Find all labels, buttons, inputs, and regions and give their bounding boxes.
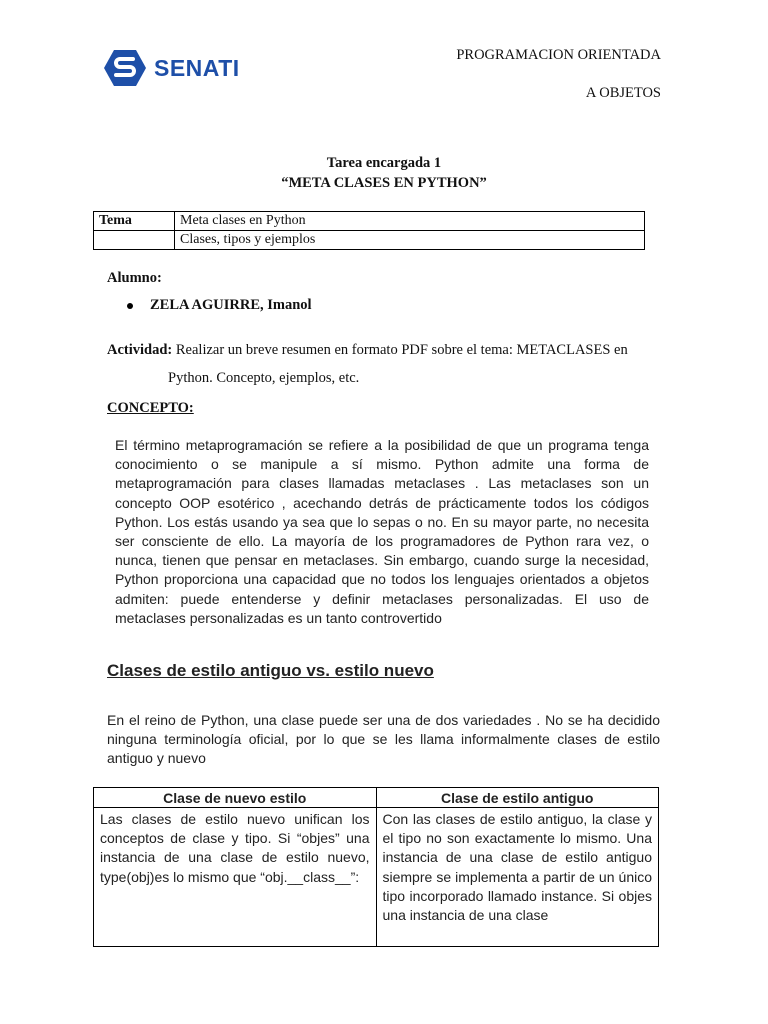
senati-emblem-icon <box>104 49 146 87</box>
assignment-title <box>0 153 768 193</box>
bullet-icon <box>127 303 133 309</box>
student-list-item <box>127 297 312 314</box>
new-style-text: Las clases de estilo nuevo unifican los conceptos de clase y tipo. Si “objes” una instancia de una clase de estilo nuevo, type(obj)es lo mismo que “obj.__class__”: <box>100 811 370 885</box>
old-style-cell <box>376 808 659 947</box>
course-line-2: A OBJETOS <box>585 85 661 101</box>
topic-value-1: Meta clases en Python <box>175 212 645 231</box>
table-row <box>94 212 645 231</box>
new-style-header: Clase de nuevo estilo <box>94 788 377 808</box>
old-style-header: Clase de estilo antiguo <box>376 788 659 808</box>
section-heading: Clases de estilo antiguo vs. estilo nuevo <box>107 661 434 680</box>
concept-heading: CONCEPTO: <box>107 400 194 416</box>
comparison-table <box>93 787 659 947</box>
table-row <box>94 231 645 250</box>
activity-block <box>107 336 662 392</box>
assignment-title-line-1: Tarea encargada 1 <box>326 155 442 171</box>
topic-label: Tema <box>94 212 175 231</box>
old-style-text: Con las clases de estilo antiguo, la clase y el tipo no son exactamente lo mismo. Una instancia de una clase de estilo antiguo siempre se implementa a partir de un único tipo incorporado llamado instance. Si objes una instancia de una clase <box>382 811 652 924</box>
concept-paragraph: El término metaprogramación se refiere a la posibilidad de que un programa tenga conocimiento o se manipule a sí mismo. Python admite una forma de metaprogramación para clases llamadas metaclases . Las metaclases son un concepto OOP esotérico , acechando detrás de prácticamente todos los códigos Python. Los estás usando ya sea que lo sepas o no. En su mayor parte, no necesita ser consciente de ello. La mayoría de los programadores de Python rara vez, o nunca, tienen que pensar en metaclases. Sin embargo, cuando surge la necesidad, Python proporciona una capacidad que no todos los lenguajes orientados a objetos admiten: puede entenderse y definir metaclases personalizadas. El uso de metaclases personalizadas es un tanto controvertido <box>115 437 649 626</box>
table-header-row <box>94 788 659 808</box>
logo-text: SENATI <box>154 54 240 81</box>
section-paragraph: En el reino de Python, una clase puede ser una de dos variedades . No se ha decidido ninguna terminología oficial, por lo que se les llama informalmente clases de estilo antiguo y nuevo <box>107 712 660 767</box>
activity-label: Actividad: <box>107 342 173 358</box>
student-name: ZELA AGUIRRE, Imanol <box>150 297 312 313</box>
topic-label-empty <box>94 231 175 250</box>
assignment-title-line-2: “META CLASES EN PYTHON” <box>281 175 487 191</box>
senati-logo <box>104 49 240 87</box>
new-style-cell <box>94 808 377 947</box>
topic-table <box>93 211 645 250</box>
topic-value-2: Clases, tipos y ejemplos <box>175 231 645 250</box>
activity-text-2: Python. Concepto, ejemplos, etc. <box>168 370 360 386</box>
activity-text-1: Realizar un breve resumen en formato PDF sobre el tema: METACLASES en <box>172 342 628 358</box>
table-row <box>94 808 659 947</box>
student-label: Alumno: <box>107 270 162 286</box>
course-line-1: PROGRAMACION ORIENTADA <box>456 47 661 63</box>
course-title <box>456 47 661 123</box>
